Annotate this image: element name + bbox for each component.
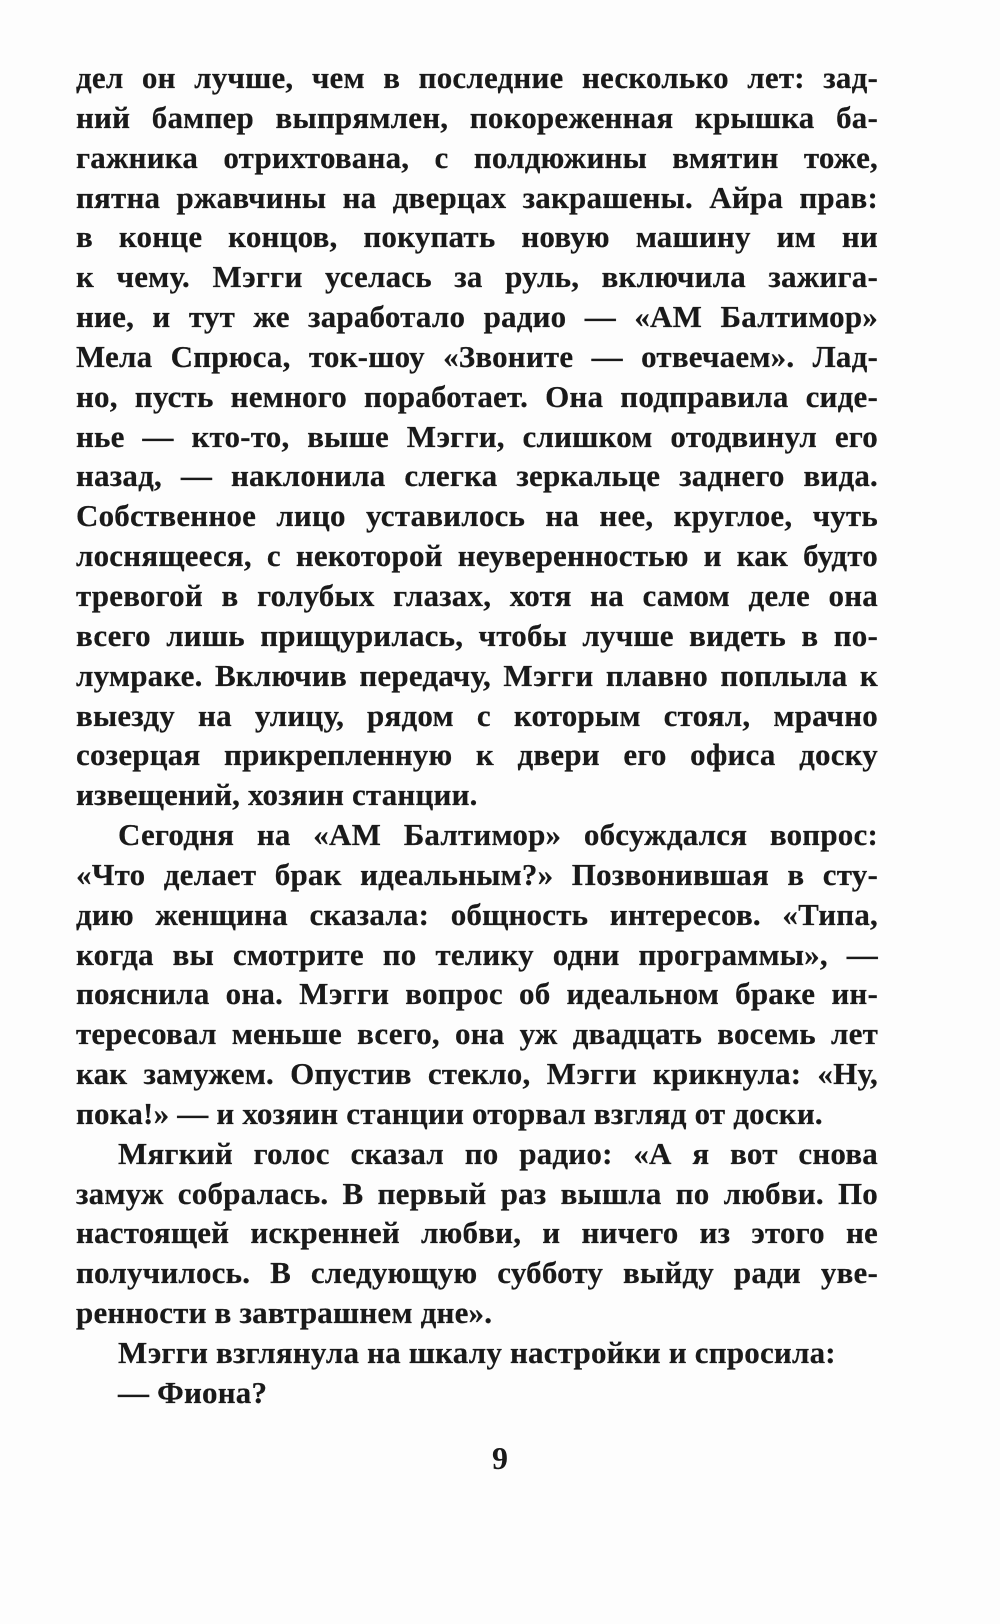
text-line: ние, и тут же заработало радио — «АМ Балтимор» — [76, 299, 878, 335]
text-line: лумраке. Включив передачу, Мэгги плавно поплыла к — [76, 657, 878, 693]
text-line: всего лишь прищурилась, чтобы лучше видеть в по- — [76, 617, 878, 653]
text-line: нье — кто-то, выше Мэгги, слишком отодвинул его — [76, 418, 878, 454]
text-line: Мягкий голос сказал по радио: «А я вот снова — [118, 1135, 878, 1171]
text-line: пояснила она. Мэгги вопрос об идеальном браке ин- — [76, 976, 878, 1012]
text-line: ний бампер выпрямлен, покореженная крышка ба- — [76, 99, 878, 135]
page-body-text — [76, 58, 878, 1413]
text-line: созерцая прикрепленную к двери его офиса доску — [76, 737, 878, 773]
text-line: ренности в завтрашнем дне». — [76, 1295, 493, 1331]
text-line: лоснящееся, с некоторой неуверенностью и как будто — [76, 538, 878, 574]
text-line: — Фиона? — [118, 1374, 268, 1410]
text-line: как замужем. Опустив стекло, Мэгги крикнула: «Ну, — [76, 1056, 878, 1092]
text-line: в конце концов, покупать новую машину им ни — [76, 219, 878, 255]
text-line: настоящей искренней любви, и ничего из этого не — [76, 1215, 878, 1251]
text-line: Мэгги взглянула на шкалу настройки и спросила: — [118, 1335, 836, 1370]
text-line: «Что делает брак идеальным?» Позвонившая в сту- — [76, 856, 878, 892]
text-line: Мела Спрюса, ток-шоу «Звоните — отвечаем». Лад- — [76, 338, 878, 374]
text-line: Собственное лицо уставилось на нее, круглое, чуть — [76, 498, 878, 534]
text-line: выезду на улицу, рядом с которым стоял, мрачно — [76, 697, 878, 733]
text-line: дел он лучше, чем в последние несколько лет: зад- — [76, 60, 878, 95]
text-line: но, пусть немного поработает. Она подправила сиде- — [76, 378, 878, 414]
text-line: пятна ржавчины на дверцах закрашены. Айра прав: — [76, 179, 878, 215]
text-line: гажника отрихтована, с полдюжины вмятин тоже, — [76, 139, 878, 175]
text-line: замуж собралась. В первый раз вышла по любви. По — [76, 1175, 878, 1211]
text-line: дию женщина сказала: общность интересов. «Типа, — [76, 896, 878, 932]
text-line: назад, — наклонила слегка зеркальце заднего вида. — [76, 458, 878, 494]
text-line: тересовал меньше всего, она уж двадцать восемь лет — [76, 1016, 878, 1052]
text-line: когда вы смотрите по телику одни программы», — — [76, 936, 878, 972]
text-line: Сегодня на «АМ Балтимор» обсуждался вопрос: — [118, 817, 878, 853]
text-line: пока!» — и хозяин станции оторвал взгляд от доски. — [76, 1095, 823, 1131]
text-line: к чему. Мэгги уселась за руль, включила зажига- — [76, 259, 878, 295]
page-number: 9 — [492, 1440, 508, 1476]
text-line: получилось. В следующую субботу выйду ради уве- — [76, 1255, 878, 1291]
text-line: тревогой в голубых глазах, хотя на самом деле она — [76, 577, 878, 613]
text-line: извещений, хозяин станции. — [76, 777, 478, 813]
